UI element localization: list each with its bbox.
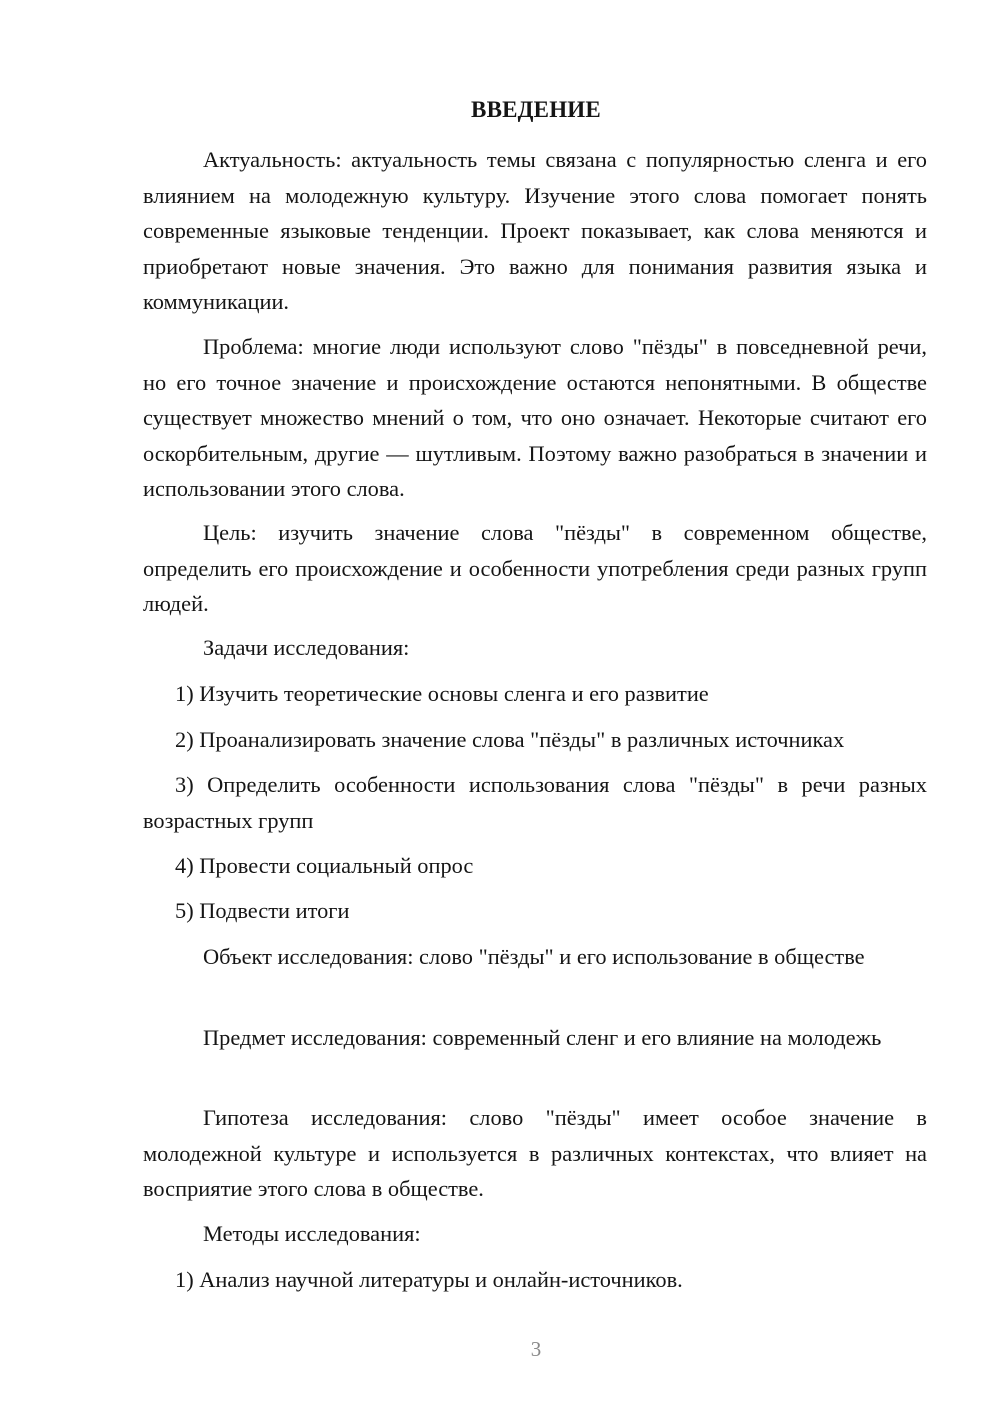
section-heading: ВВЕДЕНИЕ	[471, 97, 601, 122]
object-paragraph: Объект исследования: слово "пёзды" и его использование в обществе	[203, 944, 865, 969]
task-item: 4) Провести социальный опрос	[175, 853, 474, 878]
hypothesis-paragraph: Гипотеза исследования: слово "пёзды" имеет особое значение в молодежной культуре и используется в различных контекстах, что влияет на восприятие этого слова в обществе.	[143, 1105, 927, 1201]
task-item: 5) Подвести итоги	[175, 898, 350, 923]
page-number: 3	[530, 1337, 542, 1361]
tasks-title: Задачи исследования:	[203, 635, 410, 660]
relevance-paragraph: Актуальность: актуальность темы связана с популярностью сленга и его влиянием на молодежную культуру. Изучение этого слова помогает понять современные языковые тенденции. Проект показывает, как слова меняются и приобретают новые значения. Это важно для понимания развития языка и коммуникации.	[143, 147, 927, 314]
methods-title: Методы исследования:	[203, 1221, 421, 1246]
problem-paragraph: Проблема: многие люди используют слово "пёзды" в повседневной речи, но его точное значение и происхождение остаются непонятными. В обществе существует множество мнений о том, что оно означает. Некоторые считают его оскорбительным, другие — шутливым. Поэтому важно разобраться в значении и использовании этого слова.	[143, 334, 927, 501]
method-item: 1) Анализ научной литературы и онлайн-источников.	[175, 1267, 683, 1292]
task-item: 3) Определить особенности использования слова "пёзды" в речи разных возрастных групп	[143, 772, 927, 833]
task-item: 2) Проанализировать значение слова "пёзды" в различных источниках	[175, 727, 845, 752]
subject-paragraph: Предмет исследования: современный сленг и его влияние на молодежь	[203, 1025, 882, 1050]
task-item: 1) Изучить теоретические основы сленга и его развитие	[175, 681, 709, 706]
goal-paragraph: Цель: изучить значение слова "пёзды" в современном обществе, определить его происхождение и особенности употребления среди разных групп людей.	[143, 520, 927, 616]
